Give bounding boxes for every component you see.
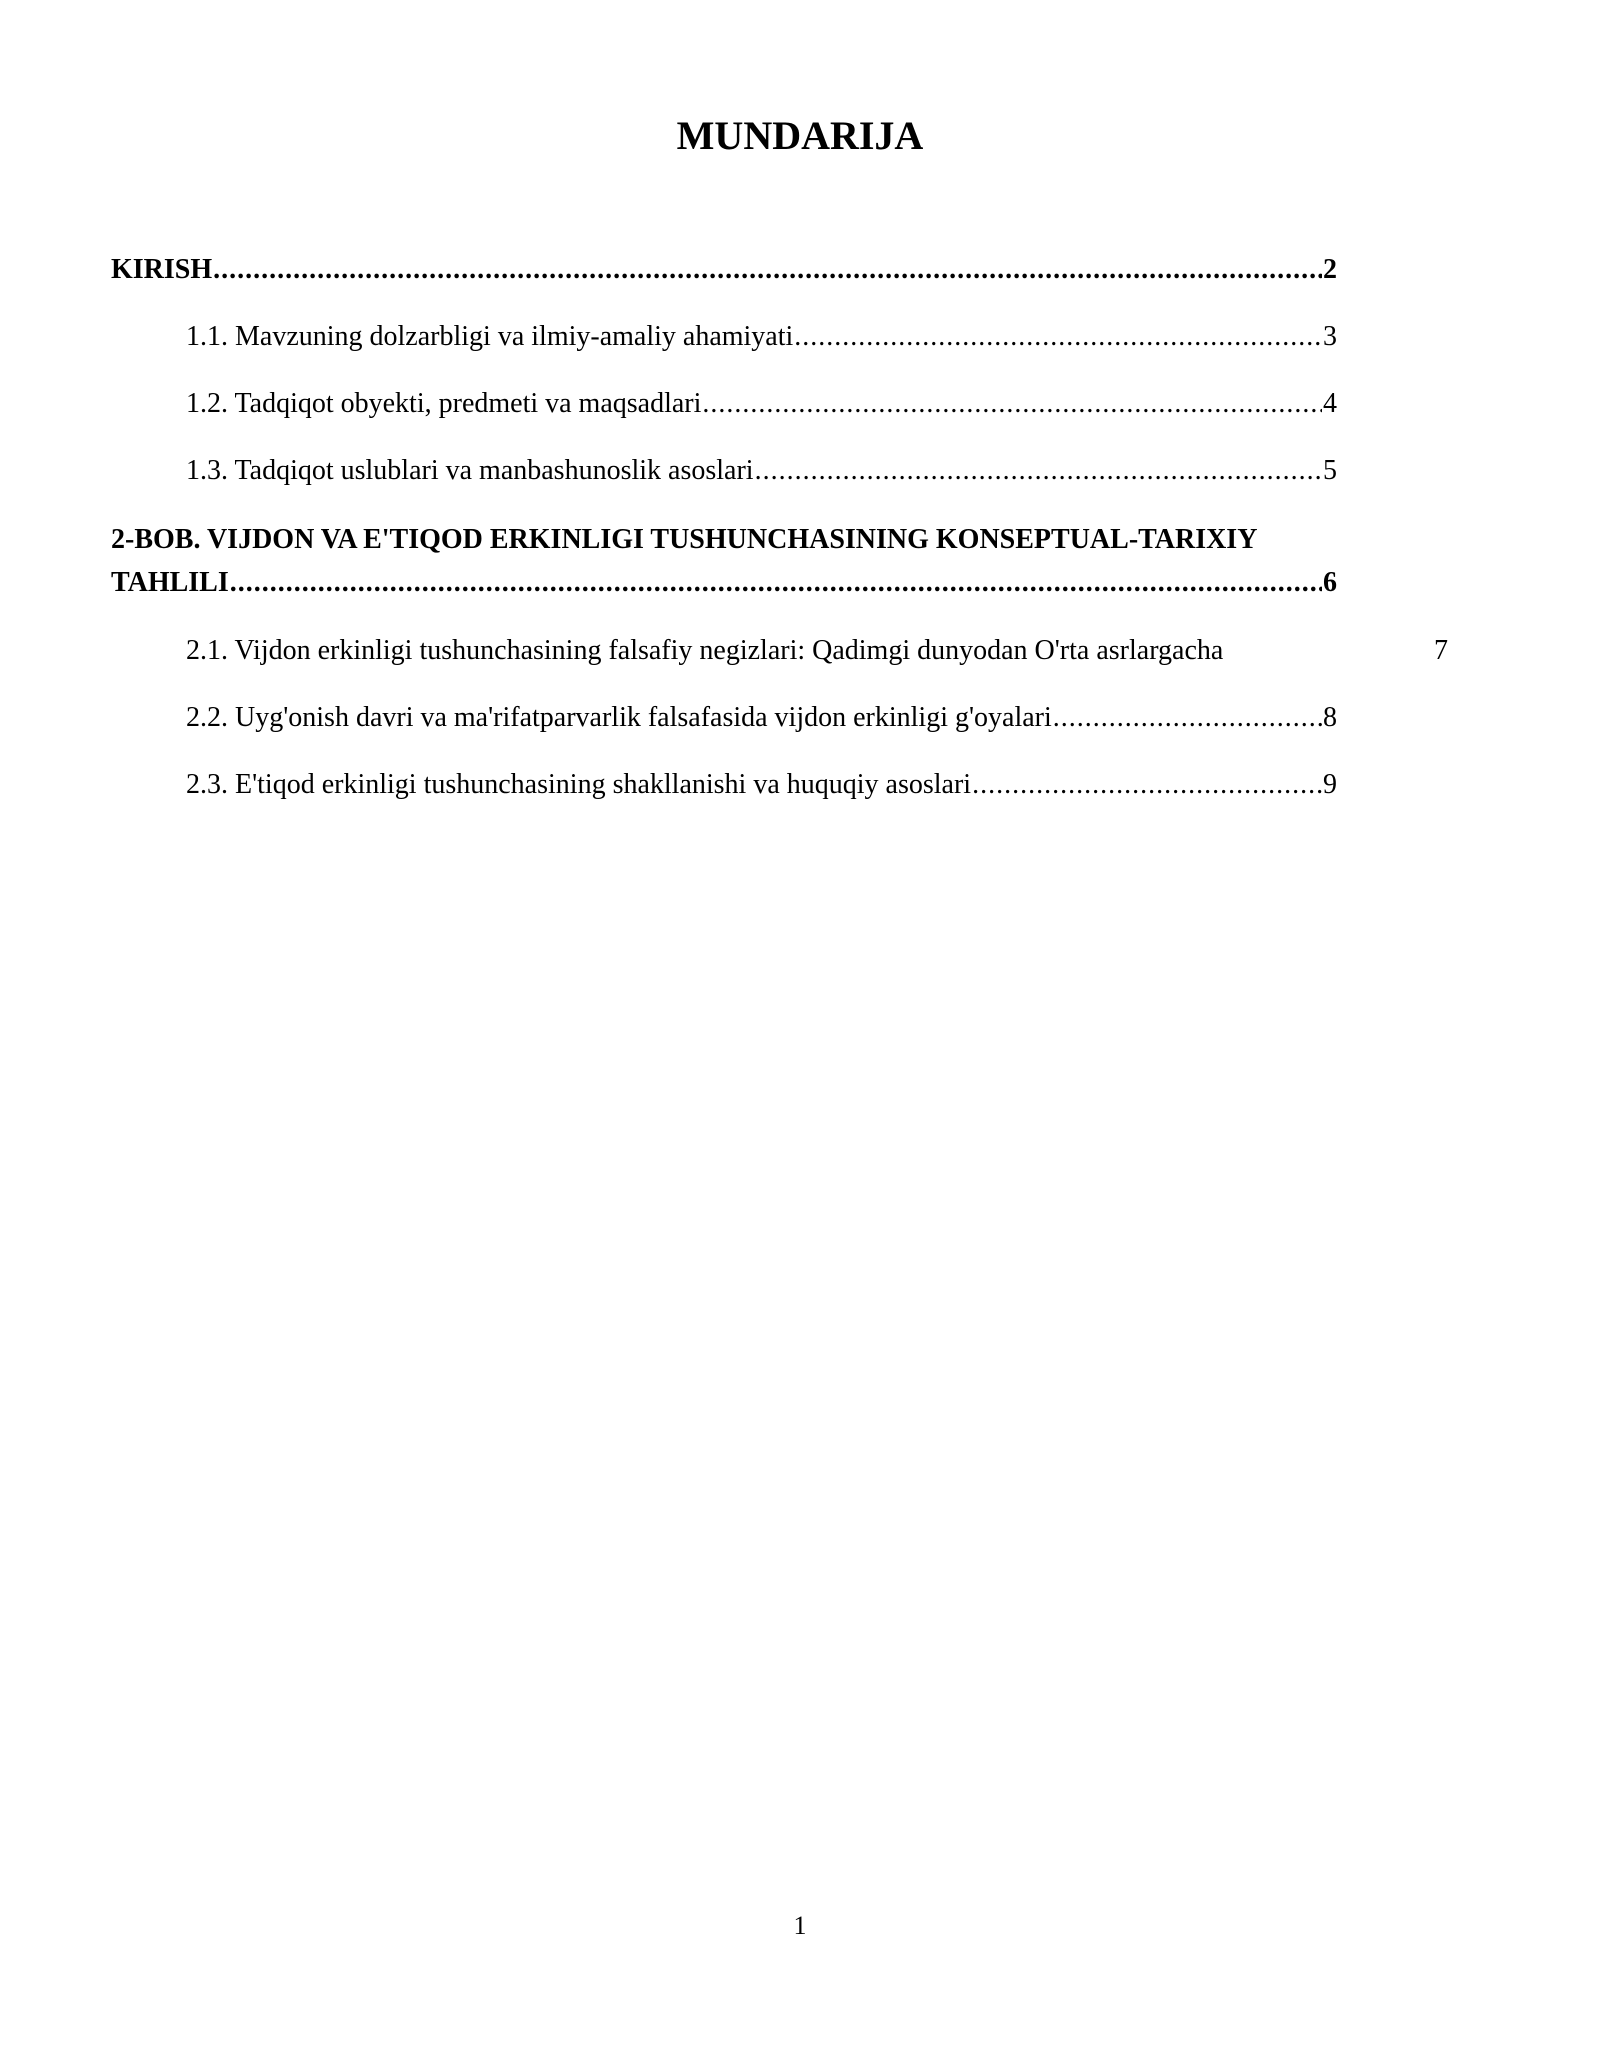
toc-entry-title-line-2: TAHLILI [111,567,229,598]
toc-entry-page: 8 [1323,702,1337,733]
toc-entry-title: KIRISH [111,254,213,285]
table-of-contents [111,250,1448,805]
toc-entry-title-line-1: 2-BOB. VIJDON VA E'TIQOD ERKINLIGI TUSHUNCHASINING KONSEPTUAL-TARIXIY [111,524,1258,555]
toc-entry-page: 3 [1323,321,1337,352]
toc-entry-page: 5 [1323,455,1337,486]
toc-entry-1-1[interactable] [111,317,1337,357]
toc-entry-title: 2.3. E'tiqod erkinligi tushunchasining shakllanishi va huquqiy asoslari [186,769,972,800]
toc-dot-leader [794,317,1322,357]
toc-dot-leader [1053,698,1322,738]
toc-entry-title: 1.2. Tadqiqot obyekti, predmeti va maqsadlari [186,388,702,419]
toc-entry-title: 1.3. Tadqiqot uslublari va manbashunoslik asoslari [186,455,754,486]
toc-entry-2-2[interactable] [111,698,1337,738]
toc-dot-leader [702,384,1322,424]
toc-entry-page: 7 [1434,635,1448,666]
toc-entry-title: 1.1. Mavzuning dolzarbligi va ilmiy-amaliy ahamiyati [186,321,794,352]
toc-dot-leader [755,451,1322,491]
toc-dot-leader [230,561,1322,604]
toc-entry-page: 4 [1323,388,1337,419]
toc-entry-page: 2 [1323,254,1337,285]
toc-entry-2-3[interactable] [111,765,1337,805]
toc-entry-intro[interactable] [111,250,1337,290]
toc-entry-title-line-2-row [111,561,1337,604]
toc-entry-1-2[interactable] [111,384,1337,424]
toc-entry-page: 6 [1323,567,1337,598]
toc-entry-1-3[interactable] [111,451,1337,491]
toc-entry-title: 2.1. Vijdon erkinligi tushunchasining falsafiy negizlari: Qadimgi dunyodan O'rta asrlargacha [186,635,1224,666]
toc-dot-leader [213,250,1322,290]
page-number: 1 [793,1911,807,1940]
toc-entry-title: 2.2. Uyg'onish davri va ma'rifatparvarlik falsafasida vijdon erkinligi g'oyalari [186,702,1052,733]
toc-entry-page: 9 [1323,769,1337,800]
toc-dot-leader [972,765,1322,805]
toc-entry-chapter-2[interactable] [111,518,1337,604]
toc-entry-2-1[interactable] [111,631,1448,671]
page-title: MUNDARIJA [676,113,924,158]
